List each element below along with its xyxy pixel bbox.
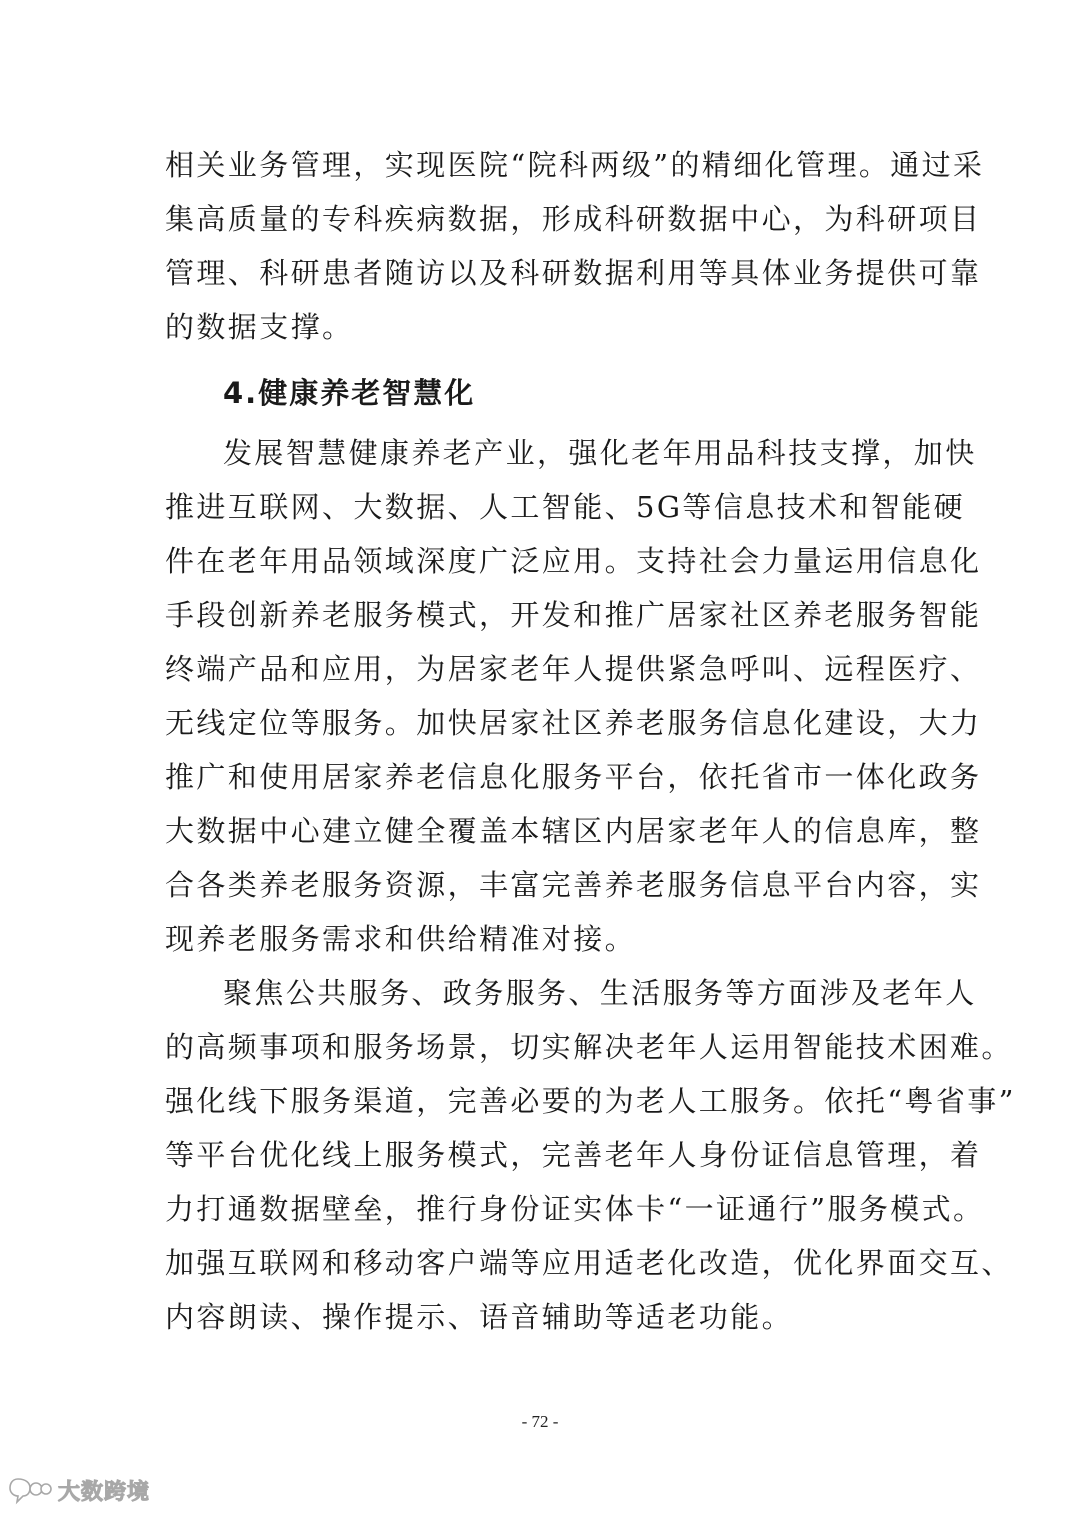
text-line: 终端产品和应用，为居家老年人提供紧急呼叫、远程医疗、 bbox=[165, 652, 982, 686]
text-line: 内容朗读、操作提示、语音辅助等适老功能。 bbox=[165, 1300, 794, 1334]
text-line: 的高频事项和服务场景，切实解决老年人运用智能技术困难。 bbox=[165, 1030, 1013, 1064]
text-line: 大数据中心建立健全覆盖本辖区内居家老年人的信息库，整 bbox=[165, 814, 982, 848]
watermark-text: 大数跨境 bbox=[58, 1479, 151, 1505]
paragraph-services bbox=[165, 966, 1016, 1344]
text-line: 合各类养老服务资源，丰富完善养老服务信息平台内容，实 bbox=[165, 868, 982, 902]
text-line-first: 发展智慧健康养老产业，强化老年用品科技支撑，加快 bbox=[223, 436, 977, 470]
text-line: 推广和使用居家养老信息化服务平台，依托省市一体化政务 bbox=[165, 760, 982, 794]
text-line-first: 聚焦公共服务、政务服务、生活服务等方面涉及老年人 bbox=[223, 976, 977, 1010]
text-line: 力打通数据壁垒，推行身份证实体卡“一证通行”服务模式。 bbox=[165, 1192, 985, 1226]
speech-bubble-logo-icon bbox=[8, 1475, 52, 1505]
text-line: 加强互联网和移动客户端等应用适老化改造，优化界面交互、 bbox=[165, 1246, 1013, 1280]
text-line: 相关业务管理，实现医院“院科两级”的精细化管理。通过采 bbox=[165, 148, 985, 182]
section-heading: 4.健康养老智慧化 bbox=[223, 376, 476, 410]
paragraph-intro bbox=[165, 138, 985, 354]
text-line: 管理、科研患者随访以及科研数据利用等具体业务提供可靠 bbox=[165, 256, 982, 290]
text-line: 等平台优化线上服务模式，完善老年人身份证信息管理，着 bbox=[165, 1138, 982, 1172]
paragraph-elderly-care bbox=[165, 426, 982, 966]
text-line: 集高质量的专科疾病数据，形成科研数据中心，为科研项目 bbox=[165, 202, 982, 236]
document-body bbox=[165, 138, 1016, 1344]
text-line: 件在老年用品领域深度广泛应用。支持社会力量运用信息化 bbox=[165, 544, 982, 578]
text-line: 的数据支撑。 bbox=[165, 310, 354, 344]
text-line: 现养老服务需求和供给精准对接。 bbox=[165, 922, 637, 956]
text-line: 无线定位等服务。加快居家社区养老服务信息化建设，大力 bbox=[165, 706, 982, 740]
text-line: 强化线下服务渠道，完善必要的为老人工服务。依托“粤省事” bbox=[165, 1084, 1016, 1118]
watermark bbox=[8, 1470, 150, 1510]
page-number: - 72 - bbox=[521, 1412, 559, 1431]
text-line: 手段创新养老服务模式，开发和推广居家社区养老服务智能 bbox=[165, 598, 982, 632]
text-line: 推进互联网、大数据、人工智能、5G等信息技术和智能硬 bbox=[165, 490, 966, 524]
